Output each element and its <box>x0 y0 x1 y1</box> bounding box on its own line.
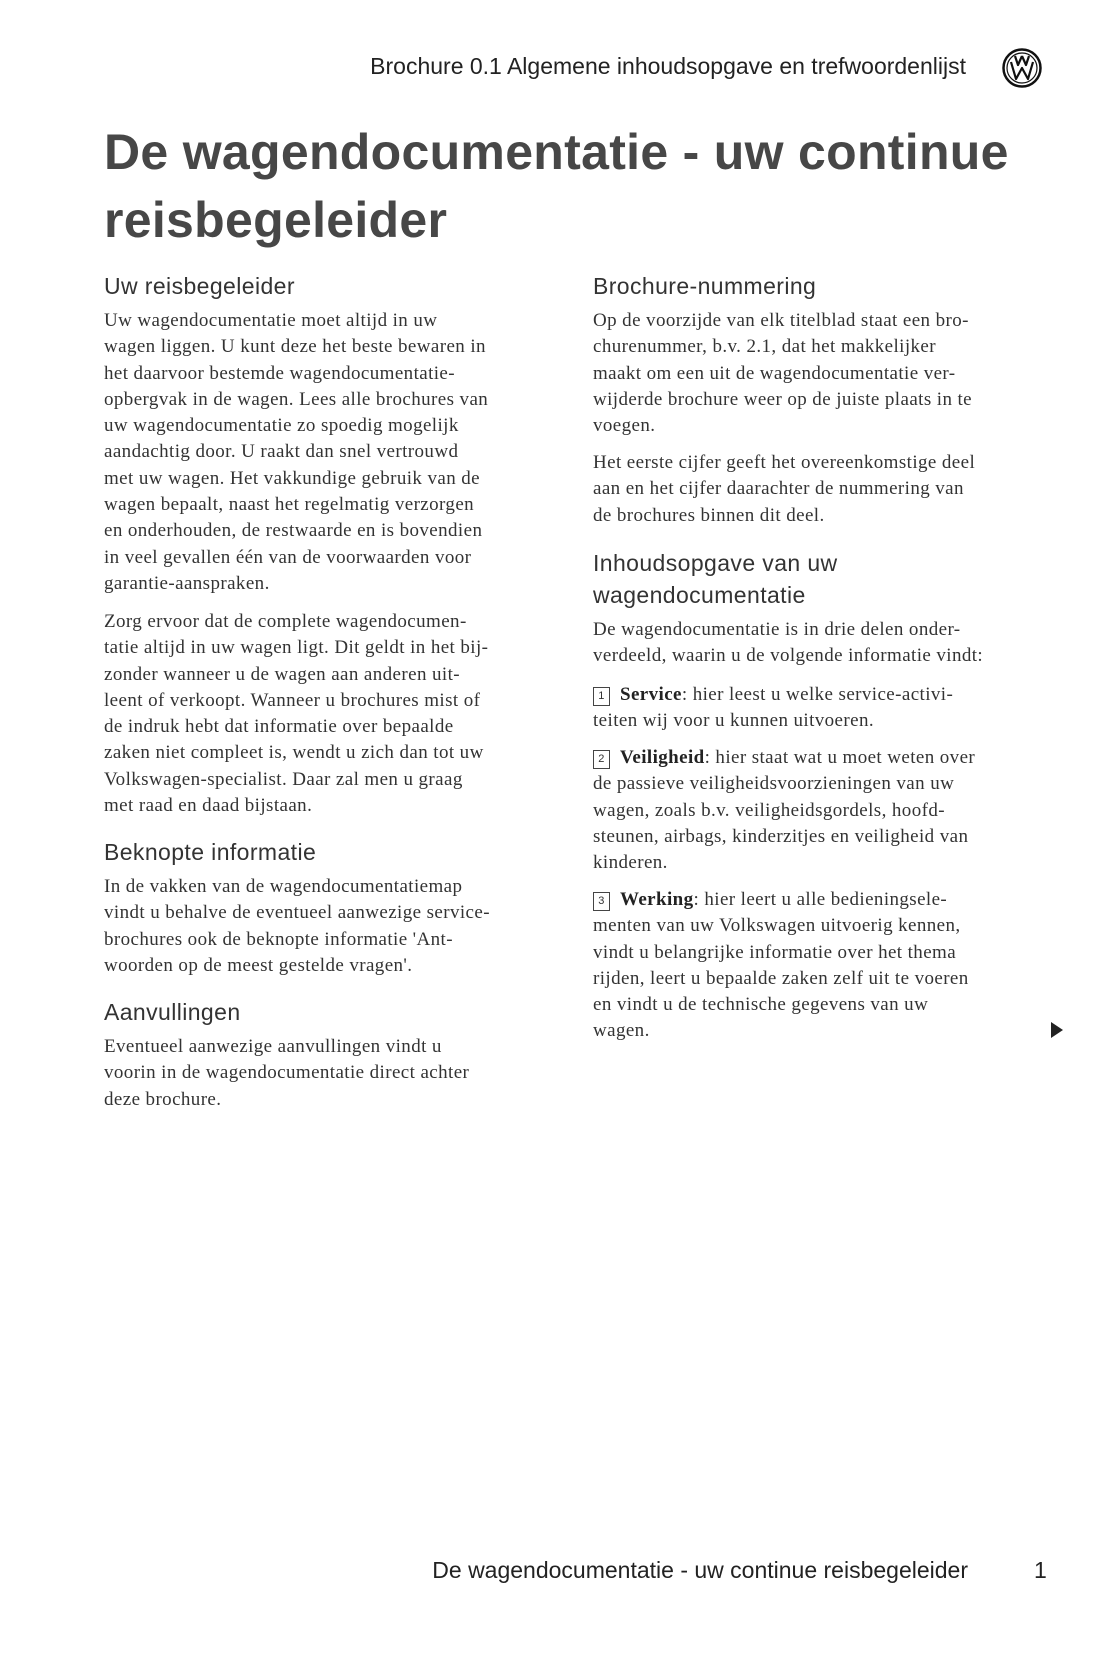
part-label: Service <box>620 684 682 705</box>
text-line: aan en het cijfer daarachter de nummering van <box>593 478 964 500</box>
text-line: steunen, airbags, kinderzitjes en veiligheid van <box>593 825 969 847</box>
section-heading-brochure-nummering: Brochure-nummering <box>593 273 817 299</box>
text-line <box>593 682 953 708</box>
paragraph <box>104 609 488 819</box>
text-line: opbergvak in de wagen. Lees alle brochures van <box>104 388 489 410</box>
text-line: garantie-aanspraken. <box>104 572 270 594</box>
text-line: kinderen. <box>593 852 668 874</box>
section-heading-inhoudsopgave: Inhoudsopgave van uw <box>593 550 838 576</box>
text-line: churenummer, b.v. 2.1, dat het makkelijker <box>593 336 936 358</box>
text-line: Uw wagendocumentatie moet altijd in uw <box>104 310 438 331</box>
text-line: deze brochure. <box>104 1088 222 1110</box>
section-heading-inhoudsopgave: wagendocumentatie <box>593 582 806 608</box>
page-number: 1 <box>1034 1557 1047 1583</box>
text-line: leent of verkoopt. Wanneer u brochures mist of <box>104 689 481 711</box>
part-number-badge: 1 <box>593 687 610 706</box>
text-line: en onderhouden, de restwaarde en is bovendien <box>104 520 483 542</box>
paragraph <box>593 308 972 439</box>
part-label: Veiligheid <box>620 747 705 768</box>
paragraph <box>593 617 983 670</box>
paragraph <box>104 308 488 597</box>
part-number-badge: 2 <box>593 750 610 769</box>
text-line: voorin in de wagendocumentatie direct achter <box>104 1062 470 1084</box>
contents-list-item <box>593 745 975 876</box>
text-line: Op de voorzijde van elk titelblad staat een bro- <box>593 310 969 331</box>
text-line: menten van uw Volkswagen uitvoerig kennen, <box>593 915 961 937</box>
text-line: wijderde brochure weer op de juiste plaats in te <box>593 388 973 410</box>
text-line: voegen. <box>593 415 656 437</box>
text-line: verdeeld, waarin u de volgende informatie vindt: <box>593 645 984 667</box>
title-line: De wagendocumentatie - uw continue <box>104 124 1009 180</box>
text-line: met uw wagen. Het vakkundige gebruik van de <box>104 467 480 489</box>
part-description: : hier leest u welke service-activi- <box>681 684 954 705</box>
text-line: brochures ook de beknopte informatie 'Ant- <box>104 928 453 950</box>
part-description: : hier leert u alle bedieningsele- <box>693 889 948 910</box>
title-line: reisbegeleider <box>104 192 448 248</box>
part-label: Werking <box>620 889 694 910</box>
text-line: uw wagendocumentatie zo spoedig mogelijk <box>104 415 459 437</box>
text-line: en vindt u de technische gegevens van uw <box>593 994 929 1016</box>
text-line: aandachtig door. U raakt dan snel vertrouwd <box>104 441 459 463</box>
continue-arrow-icon <box>1051 1022 1063 1038</box>
section-heading-aanvullingen: Aanvullingen <box>104 999 241 1025</box>
text-line: de passieve veiligheidsvoorzieningen van uw <box>593 773 955 795</box>
paragraph <box>593 450 975 529</box>
text-line: vindt u behalve de eventueel aanwezige service- <box>104 902 490 924</box>
text-line: het daarvoor bestemde wagendocumentatie- <box>104 362 455 384</box>
paragraph <box>104 1034 469 1113</box>
text-line: Volkswagen-specialist. Daar zal men u graag <box>104 768 463 790</box>
text-line: tatie altijd in uw wagen ligt. Dit geldt in het bij- <box>104 637 489 659</box>
vw-logo-icon <box>1002 48 1042 88</box>
text-line: In de vakken van de wagendocumentatiemap <box>104 876 463 897</box>
text-line: wagen bepaalt, naast het regelmatig verzorgen <box>104 494 475 516</box>
part-number-badge: 3 <box>593 892 610 911</box>
running-header: Brochure 0.1 Algemene inhoudsopgave en trefwoordenlijst <box>370 53 966 79</box>
text-line: wagen. <box>593 1020 650 1042</box>
part-description: : hier staat wat u moet weten over <box>704 747 976 768</box>
text-line: zonder wanneer u de wagen aan anderen uit- <box>104 663 460 685</box>
text-line: zaken niet compleet is, wendt u zich dan tot uw <box>104 742 484 764</box>
paragraph <box>104 874 490 979</box>
section-heading-beknopte-informatie: Beknopte informatie <box>104 839 317 865</box>
text-line: wagen, zoals b.v. veiligheidsgordels, hoofd- <box>593 799 945 821</box>
text-line: in veel gevallen één van de voorwaarden voor <box>104 546 472 568</box>
text-line <box>593 745 975 771</box>
text-line: de brochures binnen dit deel. <box>593 504 825 526</box>
text-line: met raad en daad bijstaan. <box>104 795 313 817</box>
text-line: teiten wij voor u kunnen uitvoeren. <box>593 710 874 732</box>
text-line <box>593 887 969 913</box>
text-line: Eventueel aanwezige aanvullingen vindt u <box>104 1036 442 1057</box>
text-line: de indruk hebt dat informatie over bepaalde <box>104 716 454 738</box>
contents-list-item <box>593 887 969 1045</box>
text-line: maakt om een uit de wagendocumentatie ver- <box>593 362 956 384</box>
section-heading-reisbegeleider: Uw reisbegeleider <box>104 273 295 299</box>
text-line: De wagendocumentatie is in drie delen onder- <box>593 619 961 640</box>
text-line: woorden op de meest gestelde vragen'. <box>104 954 413 976</box>
page-title <box>104 118 1009 254</box>
text-line: Zorg ervoor dat de complete wagendocumen- <box>104 611 467 632</box>
text-line: vindt u belangrijke informatie over het thema <box>593 941 957 963</box>
text-line: Het eerste cijfer geeft het overeenkomstige deel <box>593 452 976 473</box>
text-line: rijden, leert u bepaalde zaken zelf uit te voeren <box>593 967 969 989</box>
text-line: wagen liggen. U kunt deze het beste bewaren in <box>104 336 486 358</box>
contents-list-item <box>593 682 953 735</box>
running-footer: De wagendocumentatie - uw continue reisbegeleider <box>432 1557 968 1583</box>
